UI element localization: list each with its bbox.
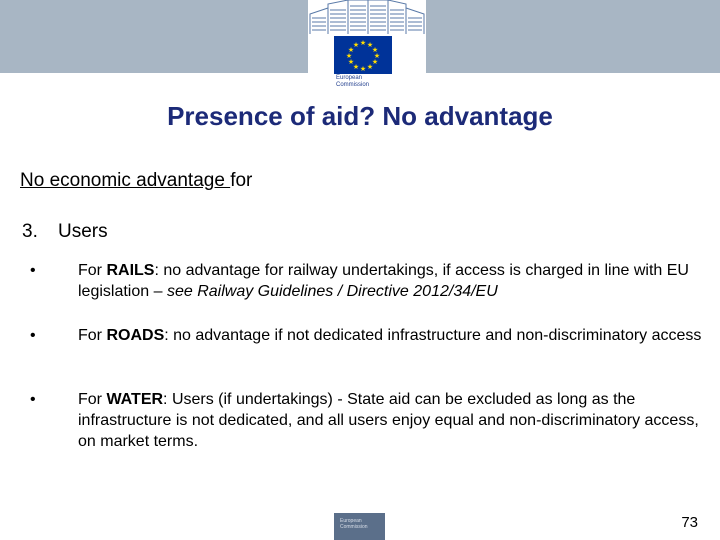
bullet-marker: •	[30, 327, 36, 344]
svg-text:★: ★	[347, 58, 355, 66]
section-label: Users	[58, 221, 108, 242]
svg-text:★: ★	[373, 52, 381, 60]
commission-building-icon	[308, 0, 426, 36]
european-commission-logo	[308, 0, 426, 96]
bullet-keyword: ROADS	[106, 327, 165, 344]
bullet-body: : Users (if undertakings) - State aid can be excluded as long as the infrastructure is not dedicated, and all users enjoy equal and non-discriminatory access, on market terms.	[78, 391, 699, 450]
bullet-prefix: For	[78, 327, 107, 344]
bullet-body: : no advantage for railway undertakings, if access is charged in line with EU legislation –	[78, 262, 689, 300]
subtitle-rest: for	[230, 170, 253, 191]
bullet-reference: see Railway Guidelines / Directive 2012/34/EU	[166, 283, 498, 300]
bullet-body: : no advantage if not dedicated infrastructure and non-discriminatory access	[164, 327, 702, 344]
bullet-text	[78, 389, 706, 452]
svg-text:★: ★	[347, 46, 355, 54]
bullet-keyword: RAILS	[106, 262, 155, 279]
svg-text:★: ★	[366, 63, 374, 71]
bullet-text	[78, 325, 706, 346]
slide-subtitle	[20, 170, 252, 192]
svg-text:★: ★	[352, 41, 360, 49]
svg-text:★: ★	[371, 58, 379, 66]
svg-text:★: ★	[366, 41, 374, 49]
svg-text:★: ★	[345, 52, 353, 60]
bullet-marker: •	[30, 391, 36, 408]
eu-stars-icon	[334, 36, 392, 74]
svg-text:★: ★	[359, 65, 367, 73]
bullet-text	[78, 260, 706, 302]
section-number: 3.	[22, 221, 38, 242]
section-heading	[22, 221, 108, 243]
subtitle-underlined: No economic advantage	[20, 170, 231, 191]
bullet-marker: •	[30, 262, 36, 279]
svg-text:★: ★	[371, 46, 379, 54]
page-number: 73	[681, 514, 698, 531]
logo-caption-line2: Commission	[336, 82, 370, 88]
bullet-prefix: For	[78, 391, 107, 408]
logo-caption-line1: European	[336, 75, 363, 81]
slide-title: Presence of aid? No advantage	[167, 101, 553, 131]
svg-text:★: ★	[352, 63, 360, 71]
eu-flag-icon	[334, 36, 392, 74]
footer-logo-text: European Commission	[340, 518, 368, 530]
logo-caption	[336, 75, 369, 89]
svg-text:★: ★	[359, 39, 367, 47]
bullet-keyword: WATER	[106, 391, 164, 408]
bullet-prefix: For	[78, 262, 107, 279]
footer-commission-logo	[334, 513, 385, 540]
